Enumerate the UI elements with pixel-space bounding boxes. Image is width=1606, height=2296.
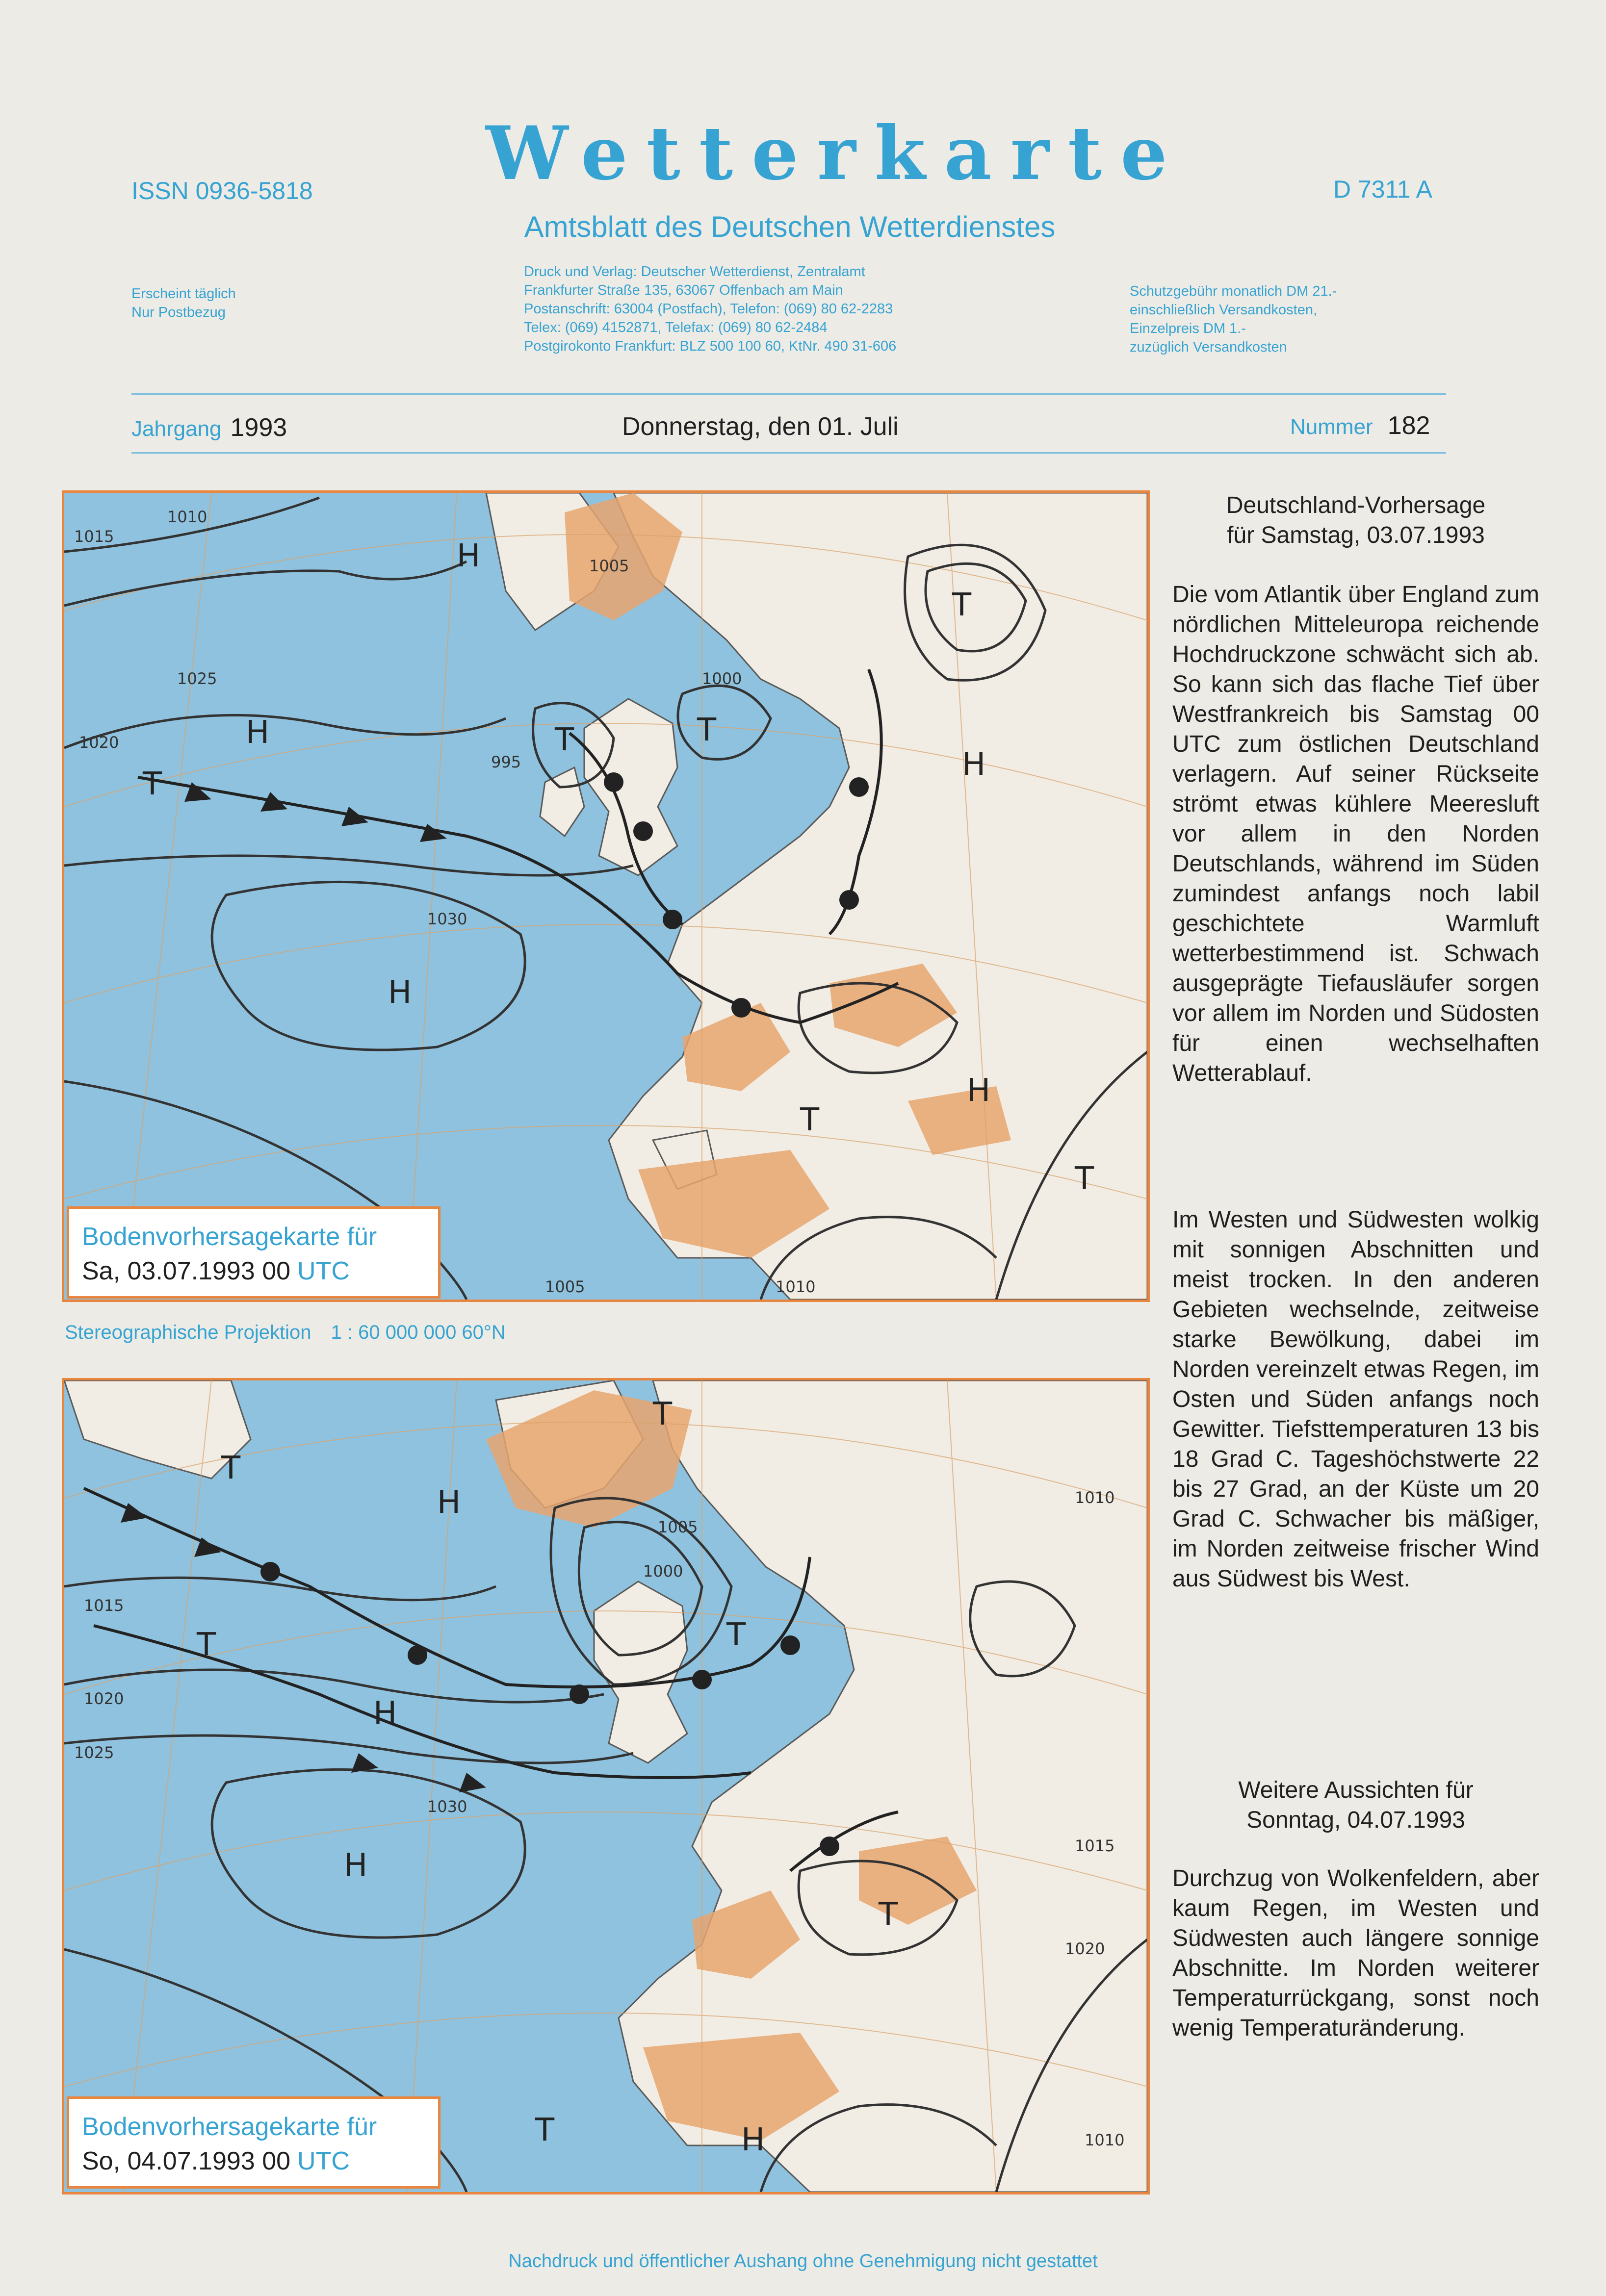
isobar-label: 1020 bbox=[79, 733, 119, 752]
price-note-line: zuzüglich Versandkosten bbox=[1130, 339, 1287, 355]
pressure-center-label: T bbox=[197, 1627, 216, 1663]
isobar-label: 1000 bbox=[702, 669, 742, 688]
volume-year bbox=[131, 413, 287, 442]
isobar-label: 995 bbox=[491, 753, 521, 771]
forecast-map-sunday bbox=[62, 1378, 1150, 2194]
pressure-center-label: T bbox=[1075, 1161, 1094, 1197]
map-caption-utc: UTC bbox=[297, 2147, 350, 2175]
header-rule-bottom bbox=[131, 452, 1446, 454]
pressure-center-label: T bbox=[143, 766, 162, 802]
map-caption-utc: UTC bbox=[297, 1257, 350, 1285]
map-caption-title: Bodenvorhersagekarte für bbox=[82, 1223, 377, 1251]
price-note-line: Einzelpreis DM 1.- bbox=[1130, 321, 1246, 336]
publisher-imprint bbox=[524, 262, 896, 356]
publication-note bbox=[131, 284, 236, 322]
forecast-heading-line: für Samstag, 03.07.1993 bbox=[1227, 522, 1485, 548]
publication-note-line: Erscheint täglich bbox=[131, 286, 236, 302]
number-label: Nummer bbox=[1290, 415, 1373, 439]
map-caption-title: Bodenvorhersagekarte für bbox=[82, 2113, 377, 2141]
pressure-center-label: H bbox=[373, 1695, 397, 1732]
masthead-subtitle: Amtsblatt des Deutschen Wetterdienstes bbox=[524, 210, 1056, 243]
isobar-label: 1010 bbox=[167, 508, 207, 526]
weather-map-graphic bbox=[64, 493, 1147, 1300]
isobar-label: 1030 bbox=[427, 910, 467, 928]
pressure-center-label: T bbox=[221, 1450, 241, 1486]
map-caption-date: So, 04.07.1993 00 bbox=[82, 2147, 291, 2175]
price-note-line: einschließlich Versandkosten, bbox=[1130, 302, 1318, 318]
isobar-label: 1005 bbox=[545, 1277, 585, 1296]
map-caption bbox=[67, 1206, 440, 1299]
isobar-label: 1010 bbox=[776, 1277, 816, 1296]
publication-note-line: Nur Postbezug bbox=[131, 305, 226, 320]
isobar-label: 1010 bbox=[1085, 2131, 1125, 2149]
pressure-center-label: H bbox=[344, 1847, 368, 1884]
pressure-center-label: T bbox=[800, 1102, 820, 1138]
projection-note bbox=[65, 1322, 506, 1344]
pressure-center-label: T bbox=[555, 722, 574, 758]
isobar-label: 1025 bbox=[74, 1743, 114, 1762]
isobar-label: 1005 bbox=[658, 1518, 698, 1536]
pressure-center-label: H bbox=[962, 746, 986, 783]
pressure-center-label: T bbox=[726, 1617, 746, 1653]
price-note bbox=[1130, 282, 1337, 357]
isobar-label: 1000 bbox=[643, 1562, 683, 1581]
outlook-text: Durchzug von Wolkenfeldern, aber kaum Regen, im Westen und Südwesten auch längere sonnige Abschnitte. Im Norden weiterer Temperaturrückgang, sonst noch wenig Temperaturänderung. bbox=[1172, 1865, 1539, 2041]
pressure-center-label: T bbox=[952, 587, 972, 623]
weather-map-graphic bbox=[64, 1380, 1147, 2192]
forecast-text: Die vom Atlantik über England zum nördlichen Mitteleuropa reichende Hochdruckzone schwächt sich ab. So kann sich das flache Tief über Westfrankreich bis Samstag 00 UTC zum östlichen Deutschland verlagern. Auf seiner Rückseite strömt etwas kühlere Meeresluft vor allem in den Norden Deutschlands, während im Süden zumindest anfangs noch labil geschichtete Warmluft wetterbestimmend ist. Schwach ausgeprägte Tiefausläufer sorgen vor allem im Norden und Südosten für einen wechselhaften Wetterablauf. bbox=[1172, 582, 1539, 1086]
isobar-label: 1015 bbox=[74, 527, 114, 546]
forecast-heading bbox=[1172, 490, 1539, 550]
isobar-label: 1030 bbox=[427, 1797, 467, 1816]
isobar-label: 1020 bbox=[1065, 1939, 1105, 1958]
imprint-line: Telex: (069) 4152871, Telefax: (069) 80 62-2484 bbox=[524, 320, 828, 335]
imprint-line: Frankfurter Straße 135, 63067 Offenbach am Main bbox=[524, 282, 843, 298]
issn-number: ISSN 0936-5818 bbox=[131, 177, 313, 204]
issue-date: Donnerstag, den 01. Juli bbox=[622, 412, 899, 441]
postal-code-number: D 7311 A bbox=[1333, 176, 1433, 203]
imprint-line: Druck und Verlag: Deutscher Wetterdienst, Zentralamt bbox=[524, 264, 865, 280]
isobar-label: 1005 bbox=[589, 557, 629, 575]
outlook-paragraph bbox=[1172, 1863, 1539, 2043]
pressure-center-label: H bbox=[457, 538, 481, 574]
masthead-title: Wetterkarte bbox=[486, 110, 1186, 197]
volume-value: 1993 bbox=[230, 413, 287, 442]
imprint-line: Postgirokonto Frankfurt: BLZ 500 100 60, KtNr. 490 31-606 bbox=[524, 338, 897, 354]
pressure-center-label: H bbox=[741, 2122, 765, 2158]
map-caption-date: Sa, 03.07.1993 00 bbox=[82, 1257, 291, 1285]
forecast-text: Im Westen und Südwesten wolkig mit sonnigen Abschnitten und meist trocken. In den anderen Gebieten wechselnde, zeitweise starke Bewölkung, dabei im Norden vereinzelt etwas Regen, im Osten und Süden anfangs noch Gewitter. Tiefsttemperaturen 13 bis 18 Grad C. Tageshöchstwerte 22 bis 27 Grad, an der Küste um 20 Grad C. Schwacher bis mäßiger, im Norden zeitweise frischer Wind aus Südwest bis West. bbox=[1172, 1207, 1539, 1592]
isobar-label: 1025 bbox=[177, 669, 217, 688]
isobar-label: 1010 bbox=[1075, 1488, 1115, 1507]
pressure-center-label: T bbox=[879, 1896, 898, 1933]
projection-scale: 1 : 60 000 000 60°N bbox=[331, 1322, 506, 1343]
volume-label: Jahrgang bbox=[131, 417, 222, 441]
outlook-heading-line: Weitere Aussichten für bbox=[1238, 1777, 1474, 1803]
pressure-center-label: T bbox=[697, 712, 717, 748]
header-rule-top bbox=[131, 393, 1446, 395]
isobar-label: 1015 bbox=[1075, 1837, 1115, 1855]
isobar-label: 1020 bbox=[84, 1689, 124, 1708]
pressure-center-label: H bbox=[388, 974, 412, 1011]
pressure-center-label: H bbox=[246, 714, 270, 751]
map-caption bbox=[67, 2096, 440, 2189]
issue-number bbox=[1290, 411, 1430, 440]
pressure-center-label: H bbox=[967, 1072, 991, 1109]
isobar-label: 1015 bbox=[84, 1596, 124, 1615]
forecast-map-saturday bbox=[62, 490, 1150, 1302]
outlook-heading bbox=[1172, 1775, 1539, 1835]
copyright-footer: Nachdruck und öffentlicher Aushang ohne Genehmigung nicht gestattet bbox=[508, 2251, 1098, 2271]
number-value: 182 bbox=[1387, 411, 1430, 440]
pressure-center-label: T bbox=[653, 1396, 673, 1432]
price-note-line: Schutzgebühr monatlich DM 21.- bbox=[1130, 283, 1337, 299]
outlook-heading-line: Sonntag, 04.07.1993 bbox=[1246, 1807, 1465, 1833]
landmass bbox=[486, 493, 1147, 1300]
pressure-center-label: H bbox=[437, 1484, 461, 1521]
forecast-paragraph bbox=[1172, 1205, 1539, 1594]
forecast-heading-line: Deutschland-Vorhersage bbox=[1226, 492, 1486, 518]
imprint-line: Postanschrift: 63004 (Postfach), Telefon: (069) 80 62-2283 bbox=[524, 301, 893, 317]
pressure-center-label: T bbox=[535, 2112, 555, 2148]
projection-text: Stereographische Projektion bbox=[65, 1322, 311, 1343]
forecast-paragraph bbox=[1172, 580, 1539, 1088]
